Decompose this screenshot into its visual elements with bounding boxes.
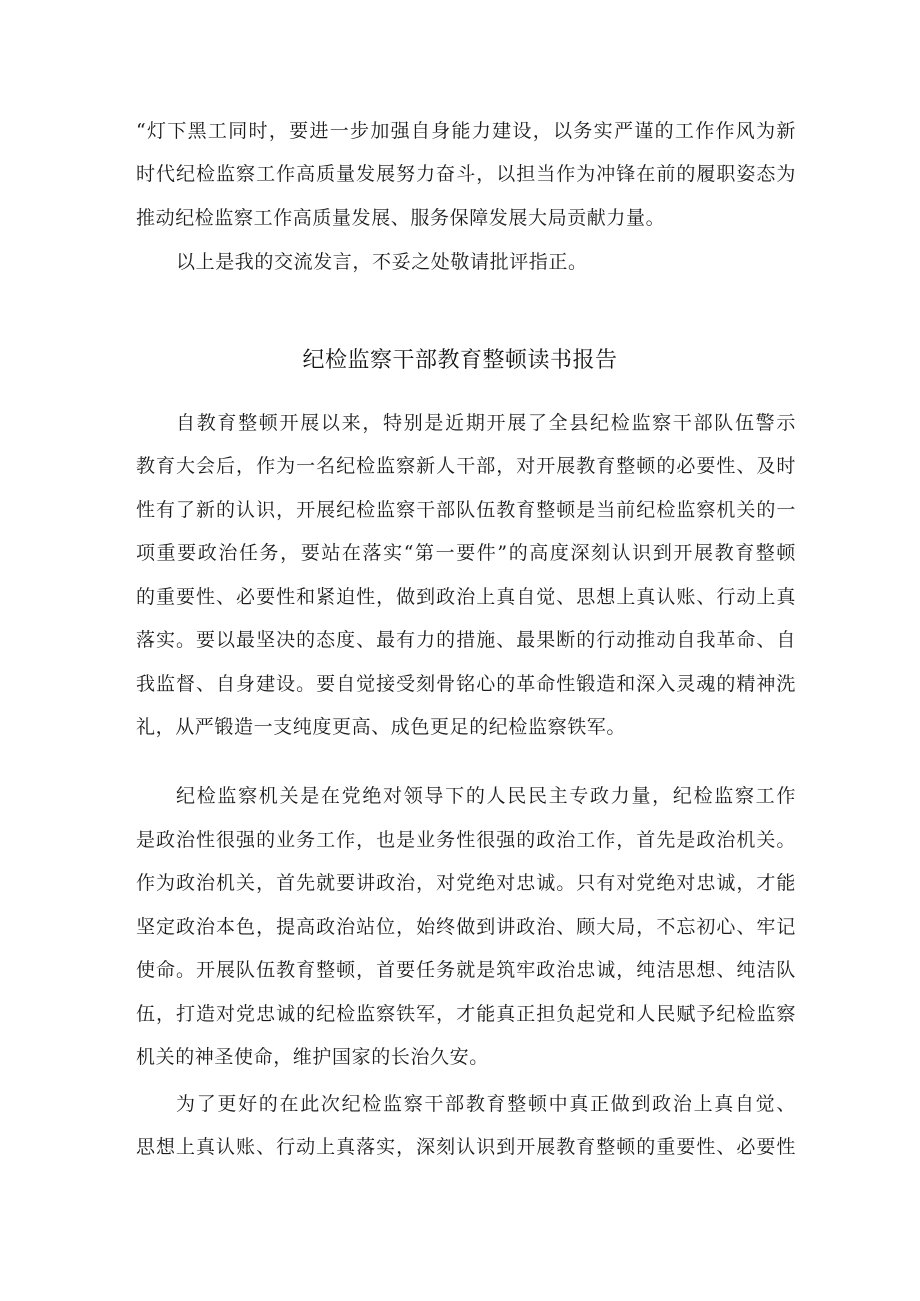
body-text-line: 时代纪检监察工作高质量发展努力奋斗，以担当作为冲锋在前的履职姿态为 (136, 163, 796, 185)
body-text-line: 推动纪检监察工作高质量发展、服务保障发展大局贡献力量。 (136, 207, 666, 229)
body-text-line: 机关的神圣使命，维护国家的长治久安。 (136, 1046, 489, 1068)
report-title: 纪检监察干部教育整顿读书报告 (302, 348, 618, 373)
body-text-line: 自教育整顿开展以来，特别是近期开展了全县纪检监察干部队伍警示 (176, 412, 796, 434)
body-text-line: 使命。开展队伍教育整顿，首要任务就是筑牢政治忠诚，纯洁思想、纯洁队 (136, 959, 796, 981)
body-text-line: 是政治性很强的业务工作，也是业务性很强的政治工作，首先是政治机关。 (136, 829, 796, 851)
body-text-line: 伍，打造对党忠诚的纪检监察铁军，才能真正担负起党和人民赋予纪检监察 (136, 1003, 796, 1025)
closing-remark: 以上是我的交流发言，不妥之处敬请批评指正。 (176, 251, 588, 273)
body-text-line: 落实。要以最坚决的态度、最有力的措施、最果断的行动推动自我革命、自 (136, 629, 796, 651)
body-text-line: 坚定政治本色，提高政治站位，始终做到讲政治、顾大局，不忘初心、牢记 (136, 916, 796, 938)
body-text-line: 教育大会后，作为一名纪检监察新人干部，对开展教育整顿的必要性、及时 (136, 455, 796, 477)
body-text-line: 纪检监察机关是在党绝对领导下的人民民主专政力量，纪检监察工作 (176, 785, 796, 807)
body-text-line: 性有了新的认识，开展纪检监察干部队伍教育整顿是当前纪检监察机关的一 (136, 499, 796, 521)
body-text-line: 作为政治机关，首先就要讲政治，对党绝对忠诚。只有对党绝对忠诚，才能 (136, 872, 796, 894)
body-text-line: 的重要性、必要性和紧迫性，做到政治上真自觉、思想上真认账、行动上真 (136, 586, 796, 608)
body-text-line: 项重要政治任务，要站在落实“第一要件”的高度深刻认识到开展教育整顿 (136, 542, 796, 564)
body-text-line: 我监督、自身建设。要自觉接受刻骨铭心的革命性锻造和深入灵魂的精神洗 (136, 673, 796, 695)
body-text-line: 思想上真认账、行动上真落实，深刻认识到开展教育整顿的重要性、必要性 (136, 1136, 796, 1158)
body-text-line: 礼，从严锻造一支纯度更高、成色更足的纪检监察铁军。 (136, 716, 627, 738)
body-text-line: “灯下黑工同时，要进一步加强自身能力建设，以务实严谨的工作作风为新 (136, 120, 796, 142)
body-text-line: 为了更好的在此次纪检监察干部教育整顿中真正做到政治上真自觉、 (176, 1093, 796, 1115)
